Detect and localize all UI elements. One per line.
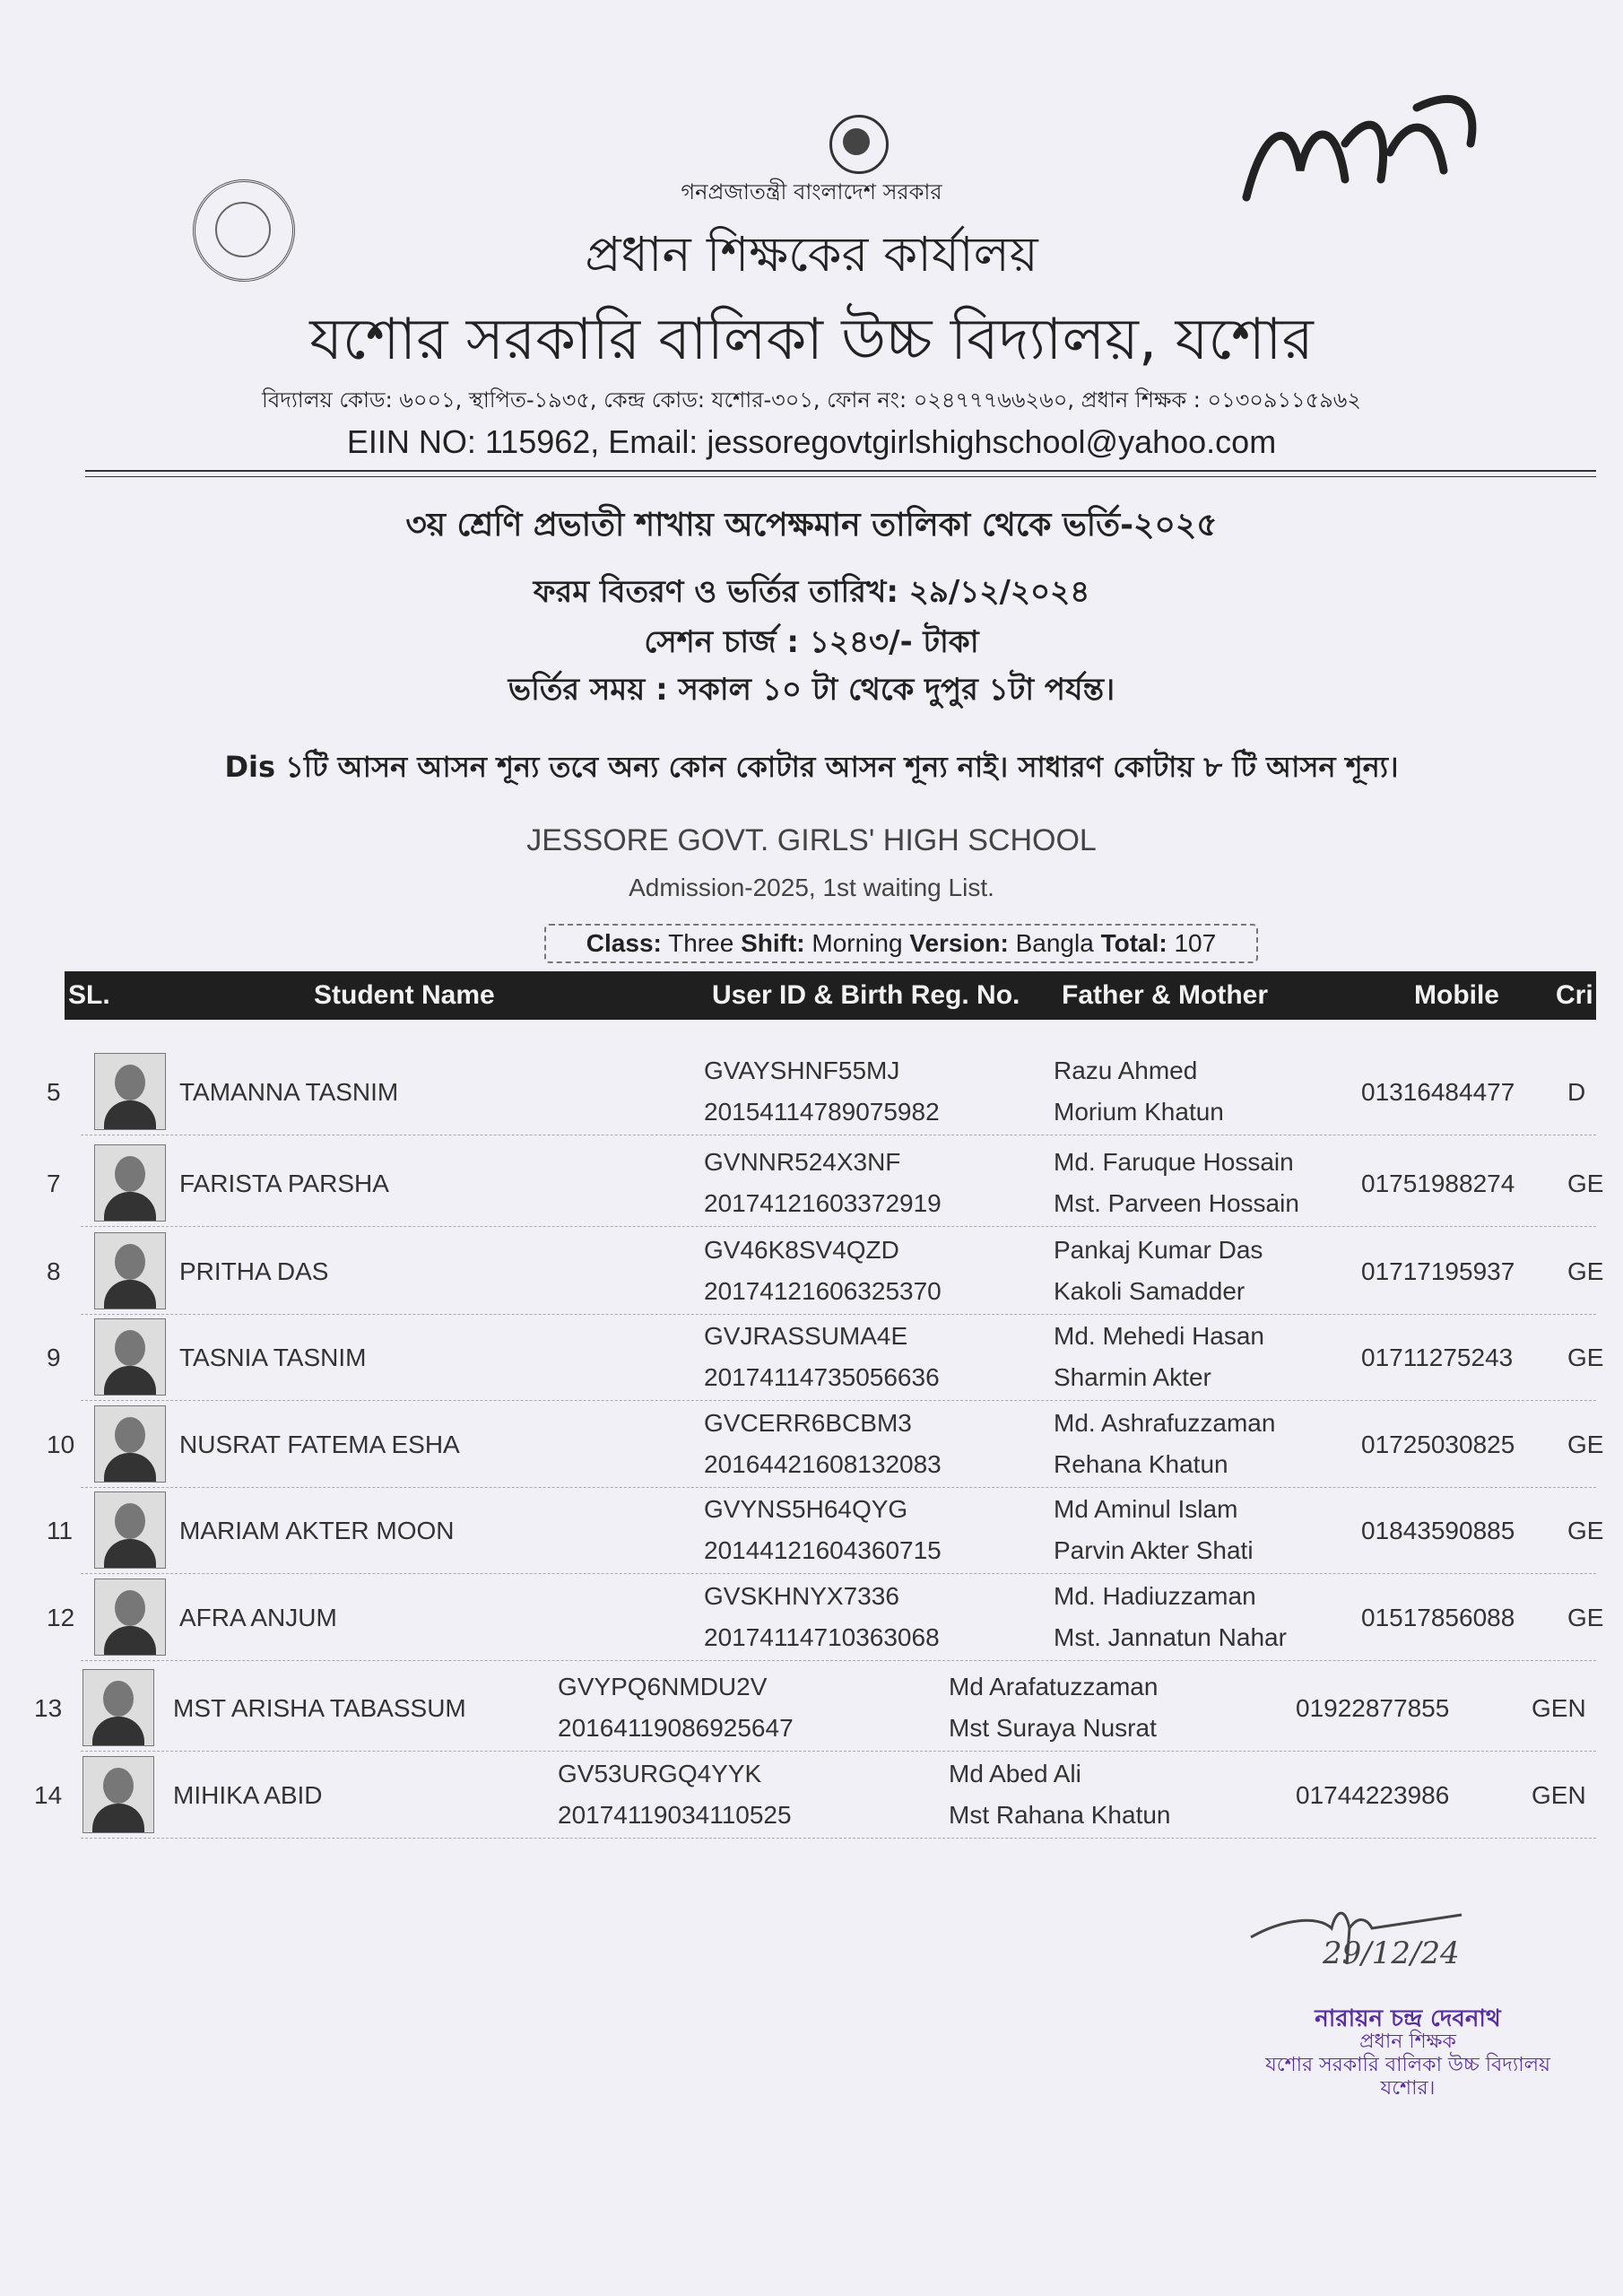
total-label: Total:	[1100, 929, 1167, 957]
shift-value: Morning	[812, 929, 903, 957]
row-sl: 7	[47, 1170, 61, 1197]
class-summary	[544, 924, 1258, 963]
quota: GE	[1567, 1170, 1604, 1197]
student-name: TASNIA TASNIM	[179, 1344, 367, 1371]
student-name: MST ARISHA TABASSUM	[173, 1694, 466, 1722]
table-row	[0, 1665, 1623, 1752]
student-photo	[94, 1578, 166, 1656]
school-address: বিদ্যালয় কোড: ৬০০১, স্থাপিত-১৯৩৫, কেন্দ্র কোড: যশোর-৩০১, ফোন নং: ০২৪৭৭৭৬৬২৬০, প্রধান শিক্ষক : ০১৩০৯১১৫৯৬২	[262, 387, 1361, 413]
stamp-title: প্রধান শিক্ষক	[1359, 2031, 1456, 2053]
col-quota: Cri	[1556, 980, 1593, 1010]
table-row	[0, 1402, 1623, 1488]
quota: GE	[1567, 1604, 1604, 1631]
row-sl: 9	[47, 1344, 61, 1371]
user-id: GV46K8SV4QZD	[704, 1236, 899, 1264]
user-id: GVCERR6BCBM3	[704, 1409, 912, 1437]
quota: GEN	[1532, 1781, 1586, 1809]
birth-reg-no: 20174121606325370	[704, 1277, 942, 1305]
father-name: Md. Ashrafuzzaman	[1054, 1409, 1276, 1437]
row-divider	[81, 1226, 1596, 1227]
student-name: AFRA ANJUM	[179, 1604, 337, 1631]
signature-date: 29/12/24	[1323, 1935, 1460, 1971]
stamp-school: যশোর সরকারি বালিকা উচ্চ বিদ্যালয়	[1265, 2054, 1550, 2076]
table-row	[0, 1229, 1623, 1315]
col-parents: Father & Mother	[1062, 980, 1269, 1010]
student-name: MIHIKA ABID	[173, 1781, 323, 1809]
quota: D	[1567, 1078, 1586, 1106]
student-photo	[94, 1492, 166, 1569]
birth-reg-no: 20164421608132083	[704, 1450, 942, 1478]
mother-name: Parvin Akter Shati	[1054, 1536, 1254, 1564]
father-name: Md Aminul Islam	[1054, 1495, 1238, 1523]
student-name: PRITHA DAS	[179, 1257, 329, 1285]
notice-heading: ৩য় শ্রেণি প্রভাতী শাখায় অপেক্ষমান তালিকা থেকে ভর্তি-২০২৫	[405, 507, 1218, 544]
student-photo	[94, 1053, 166, 1130]
version-label: Version:	[909, 929, 1009, 957]
table-row	[0, 1141, 1623, 1227]
col-sl: SL.	[68, 980, 110, 1010]
office-title: প্রধান শিক্ষকের কার্যালয়	[585, 226, 1038, 283]
shift-label: Shift:	[741, 929, 805, 957]
mother-name: Mst Suraya Nusrat	[949, 1714, 1157, 1742]
mother-name: Kakoli Samadder	[1054, 1277, 1245, 1305]
row-sl: 13	[34, 1694, 63, 1722]
user-id: GV53URGQ4YYK	[558, 1760, 762, 1787]
table-row	[0, 1049, 1623, 1135]
mother-name: Sharmin Akter	[1054, 1363, 1211, 1391]
user-id: GVAYSHNF55MJ	[704, 1057, 900, 1084]
mobile: 01725030825	[1361, 1431, 1515, 1458]
mobile: 01711275243	[1361, 1344, 1514, 1371]
table-row	[0, 1488, 1623, 1574]
student-name: FARISTA PARSHA	[179, 1170, 389, 1197]
mobile: 01744223986	[1296, 1781, 1450, 1809]
father-name: Md. Mehedi Hasan	[1054, 1322, 1265, 1350]
mobile: 01843590885	[1361, 1517, 1515, 1544]
row-divider	[81, 1400, 1596, 1401]
class-value: Three	[668, 929, 734, 957]
mother-name: Morium Khatun	[1054, 1098, 1224, 1126]
quota: GE	[1567, 1257, 1604, 1285]
school-title-bn: যশোর সরকারি বালিকা উচ্চ বিদ্যালয়, যশোর	[309, 307, 1314, 373]
mother-name: Mst. Jannatun Nahar	[1054, 1623, 1287, 1651]
student-name: NUSRAT FATEMA ESHA	[179, 1431, 460, 1458]
user-id: GVYPQ6NMDU2V	[558, 1673, 768, 1700]
notice-time: ভর্তির সময় : সকাল ১০ টা থেকে দুপুর ১টা পর্যন্ত।	[508, 672, 1115, 708]
father-name: Pankaj Kumar Das	[1054, 1236, 1263, 1264]
birth-reg-no: 20154114789075982	[704, 1098, 940, 1126]
mobile: 01517856088	[1361, 1604, 1515, 1631]
row-sl: 8	[47, 1257, 61, 1285]
student-photo	[82, 1669, 154, 1746]
user-id: GVJRASSUMA4E	[704, 1322, 908, 1350]
quota: GE	[1567, 1431, 1604, 1458]
student-name: TAMANNA TASNIM	[179, 1078, 399, 1106]
version-value: Bangla	[1015, 929, 1094, 957]
bangladesh-emblem-icon	[829, 115, 889, 174]
student-photo	[94, 1318, 166, 1396]
father-name: Md. Faruque Hossain	[1054, 1148, 1294, 1176]
birth-reg-no: 20164119086925647	[558, 1714, 794, 1742]
birth-reg-no: 20144121604360715	[704, 1536, 942, 1564]
class-label: Class:	[586, 929, 662, 957]
row-divider	[81, 1660, 1596, 1661]
quota: GE	[1567, 1517, 1604, 1544]
divider	[85, 470, 1596, 472]
divider	[85, 476, 1596, 477]
row-sl: 11	[47, 1517, 74, 1544]
table-header	[65, 971, 1596, 1020]
row-divider	[81, 1838, 1596, 1839]
col-user-id: User ID & Birth Reg. No.	[712, 980, 1020, 1010]
mobile: 01751988274	[1361, 1170, 1515, 1197]
birth-reg-no: 20174114710363068	[704, 1623, 940, 1651]
stamp-name: নারায়ন চন্দ্র দেবনাথ	[1315, 2005, 1501, 2032]
stamp-city: যশোর।	[1380, 2077, 1436, 2100]
student-photo	[94, 1144, 166, 1222]
notice-charge: সেশন চার্জ : ১২৪৩/- টাকা	[644, 624, 979, 660]
col-mobile: Mobile	[1414, 980, 1499, 1010]
birth-reg-no: 20174114735056636	[704, 1363, 940, 1391]
govt-line: গনপ্রজাতন্ত্রী বাংলাদেশ সরকার	[681, 179, 942, 204]
father-name: Razu Ahmed	[1054, 1057, 1198, 1084]
row-sl: 5	[47, 1078, 61, 1106]
total-value: 107	[1174, 929, 1217, 957]
row-divider	[81, 1751, 1596, 1752]
school-title-en: JESSORE GOVT. GIRLS' HIGH SCHOOL	[526, 823, 1097, 857]
notice-seats: Dis ১টি আসন আসন শূন্য তবে অন্য কোন কোটার আসন শূন্য নাই। সাধারণ কোটায় ৮ টি আসন শূন্য।	[224, 750, 1399, 784]
headmaster-stamp	[1255, 2007, 1560, 2100]
mobile: 01717195937	[1361, 1257, 1515, 1285]
quota: GEN	[1532, 1694, 1586, 1722]
mother-name: Rehana Khatun	[1054, 1450, 1228, 1478]
father-name: Md Abed Ali	[949, 1760, 1081, 1787]
table-row	[0, 1752, 1623, 1839]
father-name: Md Arafatuzzaman	[949, 1673, 1159, 1700]
mother-name: Mst Rahana Khatun	[949, 1801, 1171, 1829]
student-photo	[94, 1232, 166, 1309]
student-photo	[94, 1405, 166, 1483]
birth-reg-no: 20174119034110525	[558, 1801, 792, 1829]
notice-date: ফরম বিতরণ ও ভর্তির তারিখ: ২৯/১২/২০২৪	[533, 574, 1090, 610]
user-id: GVSKHNYX7336	[704, 1582, 899, 1610]
table-row	[0, 1315, 1623, 1401]
birth-reg-no: 20174121603372919	[704, 1189, 942, 1217]
mother-name: Mst. Parveen Hossain	[1054, 1189, 1299, 1217]
quota: GE	[1567, 1344, 1604, 1371]
table-row	[0, 1575, 1623, 1661]
col-student-name: Student Name	[314, 980, 495, 1010]
student-name: MARIAM AKTER MOON	[179, 1517, 455, 1544]
row-divider	[81, 1573, 1596, 1574]
eiin-email: EIIN NO: 115962, Email: jessoregovtgirlshighschool@yahoo.com	[346, 423, 1277, 460]
list-subtitle: Admission-2025, 1st waiting List.	[629, 874, 994, 901]
father-name: Md. Hadiuzzaman	[1054, 1582, 1256, 1610]
row-sl: 10	[47, 1431, 75, 1458]
row-sl: 14	[34, 1781, 63, 1809]
mobile: 01922877855	[1296, 1694, 1450, 1722]
mobile: 0131648447​7	[1361, 1078, 1515, 1106]
user-id: GVYNS5H64QYG	[704, 1495, 908, 1523]
row-sl: 12	[47, 1604, 75, 1631]
user-id: GVNNR524X3NF	[704, 1148, 901, 1176]
handwritten-note	[1237, 90, 1488, 237]
student-photo	[82, 1756, 154, 1833]
